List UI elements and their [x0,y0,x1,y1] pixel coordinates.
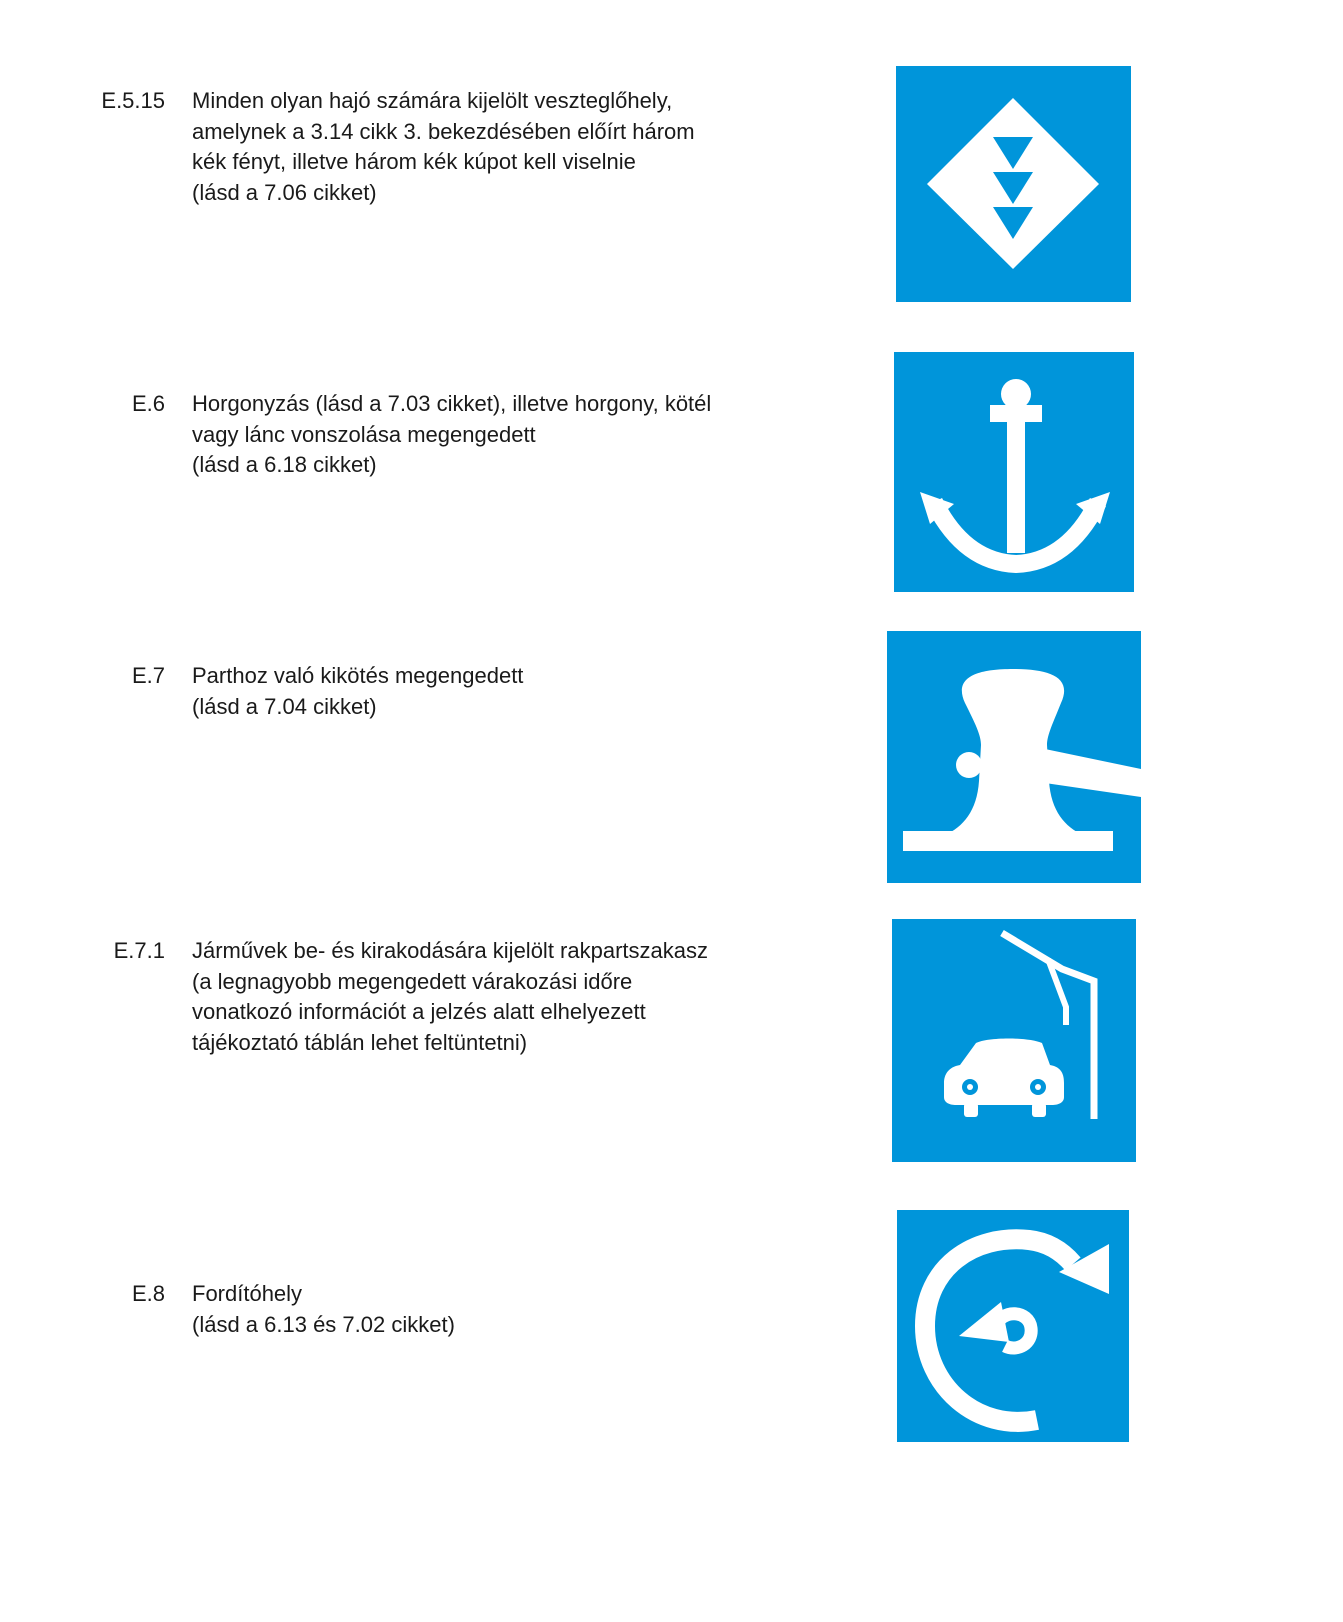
description-line: Parthoz való kikötés megengedett [192,663,524,688]
description-line: Fordítóhely [192,1281,303,1306]
sign-code: E.8 [131,1281,165,1306]
sign-e-6 [894,352,1134,592]
sign-description [192,86,755,208]
sign-e-5-15 [896,66,1131,302]
car-crane-icon [892,919,1136,1162]
description-line: vagy lánc vonszolása megengedett [192,421,536,447]
sign-description [192,389,755,481]
bollard-icon [887,631,1141,883]
description-line: (a legnagyobb megengedett várakozási időre [192,968,633,994]
description-line: tájékoztató táblán lehet feltüntetni) [192,1029,528,1055]
anchor-icon [894,352,1134,592]
description-line: amelynek a 3.14 cikk 3. bekezdésében előírt három [192,118,695,144]
description-line: vonatkozó információt a jelzés alatt elhelyezett [192,999,646,1024]
sign-code: E.7 [131,663,165,688]
description-line: Minden olyan hajó számára kijelölt veszteglőhely, [192,88,673,113]
diamond-three-cones-icon [896,66,1131,302]
description-line: Járművek be- és kirakodására kijelölt rakpartszakasz [192,938,708,963]
description-line: Horgonyzás (lásd a 7.03 cikket), illetve horgony, kötél [192,391,712,416]
sign-e-7 [887,631,1141,883]
description-line: (lásd a 6.18 cikket) [192,452,377,477]
sign-code: E.6 [131,391,165,416]
description-line: (lásd a 7.06 cikket) [192,179,377,205]
sign-description [192,936,755,1058]
sign-description [192,1279,755,1340]
description-line: (lásd a 7.04 cikket) [192,693,377,719]
description-line: (lásd a 6.13 és 7.02 cikket) [192,1311,455,1337]
sign-code: E.5.15 [101,88,165,113]
sign-description [192,661,755,722]
sign-e-8 [897,1210,1129,1442]
sign-e-7-1 [892,919,1136,1162]
turning-arrows-icon [897,1210,1129,1442]
sign-code: E.7.1 [113,938,165,963]
description-line: kék fényt, illetve három kék kúpot kell viselnie [192,149,636,174]
